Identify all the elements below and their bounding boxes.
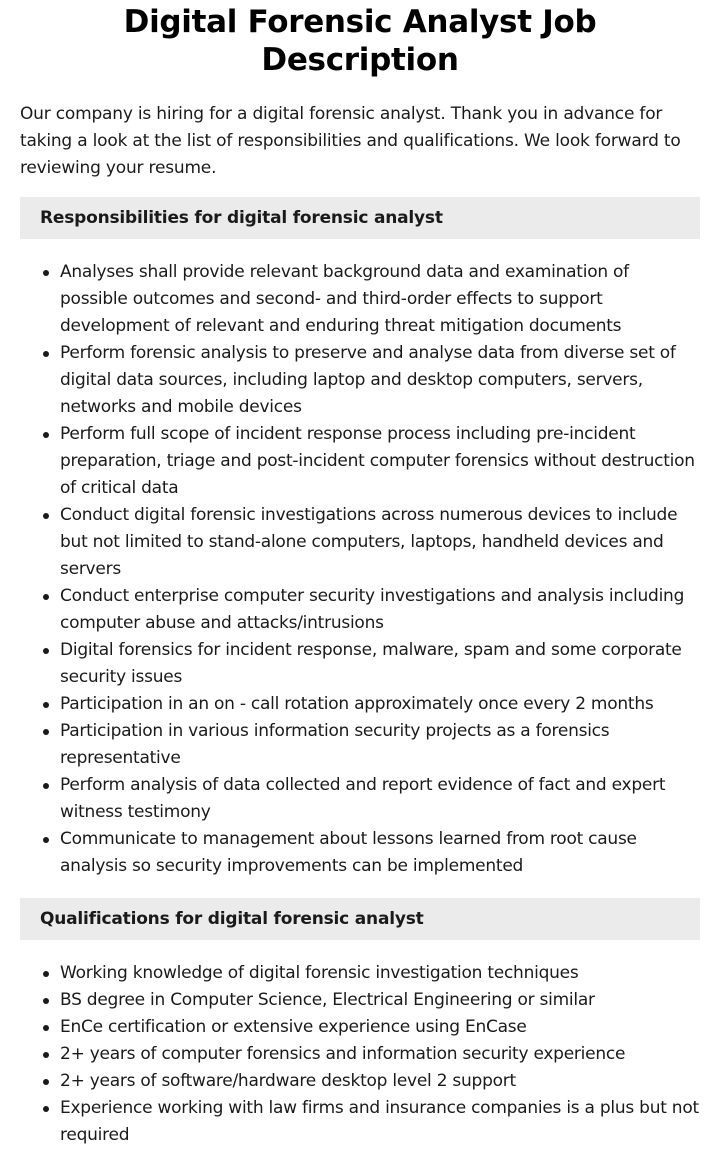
responsibility-item: Participation in various information security projects as a forensics representative [60,718,700,772]
qualification-item: Working knowledge of digital forensic investigation techniques [60,960,700,987]
responsibility-item: Perform full scope of incident response process including pre-incident preparation, triage and post-incident computer forensics without destruction of critical data [60,421,700,502]
responsibility-item: Digital forensics for incident response, malware, spam and some corporate security issues [60,637,700,691]
responsibilities-heading: Responsibilities for digital forensic analyst [20,197,700,239]
responsibility-item: Participation in an on - call rotation approximately once every 2 months [60,691,700,718]
responsibility-item: Perform forensic analysis to preserve and analyse data from diverse set of digital data sources, including laptop and desktop computers, servers, networks and mobile devices [60,340,700,421]
qualifications-list [20,960,700,1149]
responsibility-item: Communicate to management about lessons learned from root cause analysis so security improvements can be implemented [60,826,700,880]
qualification-item: Experience working with law firms and insurance companies is a plus but not required [60,1095,700,1149]
qualifications-heading: Qualifications for digital forensic analyst [20,898,700,940]
responsibility-item: Conduct enterprise computer security investigations and analysis including computer abuse and attacks/intrusions [60,583,700,637]
page-title: Digital Forensic Analyst Job Description [123,4,597,78]
qualification-item: EnCe certification or extensive experience using EnCase [60,1014,700,1041]
responsibility-item: Perform analysis of data collected and report evidence of fact and expert witness testimony [60,772,700,826]
responsibility-item: Analyses shall provide relevant background data and examination of possible outcomes and second- and third-order effects to support development of relevant and enduring threat mitigation documents [60,259,700,340]
intro-paragraph: Our company is hiring for a digital forensic analyst. Thank you in advance for taking a look at the list of responsibilities and qualifications. We look forward to reviewing your resume. [20,104,681,178]
responsibilities-list [20,259,700,880]
qualification-item: 2+ years of software/hardware desktop level 2 support [60,1068,700,1095]
qualification-item: 2+ years of computer forensics and information security experience [60,1041,700,1068]
qualification-item: BS degree in Computer Science, Electrical Engineering or similar [60,987,700,1014]
responsibility-item: Conduct digital forensic investigations across numerous devices to include but not limited to stand-alone computers, laptops, handheld devices and servers [60,502,700,583]
